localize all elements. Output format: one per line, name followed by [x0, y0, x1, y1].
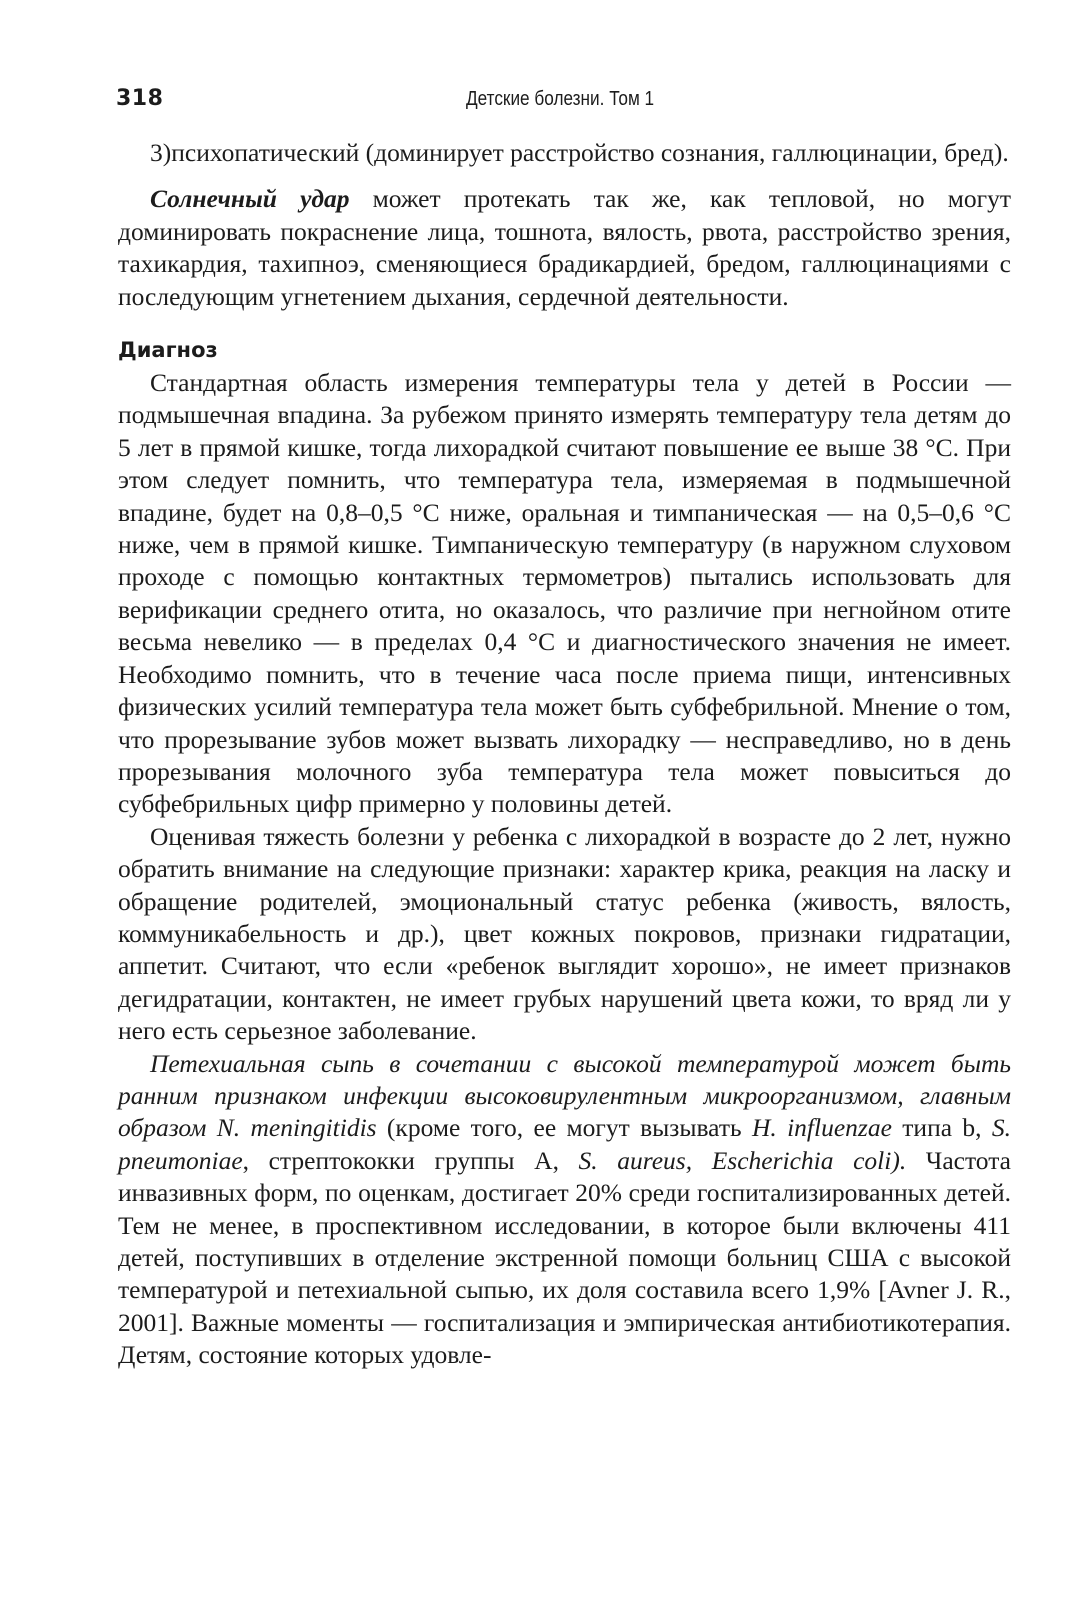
- text-run: (кроме того, ее могут вызывать: [376, 1113, 752, 1143]
- organism-name: S. pneumoniae: [118, 1113, 1011, 1175]
- paragraph-sunstroke-text: может протекать так же, как тепловой, но могут доминировать покраснение лица, тошнота, вялость, рвота, расстройство зрения, тахикардия, тахипноэ, сменяющиеся брадикардией, бредом, галлюцинациями с последующим угнетением дыхания, сердечной деятельности.: [118, 184, 1011, 311]
- running-head: [116, 86, 1011, 118]
- text-run: Частота инвазивных форм, по оценкам, достигает 20% среди госпитализированных детей. Тем не менее, в проспективном исследовании, в которое были включены 411 детей, поступивших в отделение экстренной помощи больниц США с высокой температурой и петехиальной сыпью, их доля составила всего 1,9% [Avner J. R., 2001]. Важные моменты — госпитализация и эмпирическая антибиотикотерапия. Детям, состояние которых удовле-: [118, 1145, 1011, 1370]
- paragraph-severity: Оценивая тяжесть болезни у ребенка с лихорадкой в возрасте до 2 лет, нужно обратить внимание на следующие признаки: характер крика, реакция на ласку и обращение родителей, эмоциональный статус ребенка (живость, вялость, коммуникабельность и др.), цвет кожных покровов, признаки гидратации, аппетит. Считают, что если «ребенок выглядит хорошо», не имеет признаков дегидратации, контактен, не имеет грубых нарушений цвета кожи, то вряд ли у него есть серьезное заболевание.: [118, 821, 1011, 1046]
- list-item-3: [150, 137, 1011, 169]
- paragraph-sunstroke: [118, 183, 1011, 313]
- organism-name: H. influenzae: [751, 1113, 892, 1143]
- page-number: 318: [116, 86, 164, 111]
- italic-lead: Петехиальная сыпь в сочетании с высокой температурой может быть ранним признаком инфекции высоковирулентным микроорганизмом, главным образом N. meningitidis: [118, 1048, 1011, 1143]
- list-item-text: психопатический (доминирует расстройство сознания, галлюцинации, бред).: [171, 138, 1009, 167]
- text-run: типа b,: [891, 1113, 992, 1143]
- text-run: , стрептококки группы А,: [242, 1145, 579, 1175]
- paragraph-measurement: Стандартная область измерения температуры тела у детей в России — подмышечная впадина. За рубежом принято измерять температуру тела детям до 5 лет в прямой кишке, тогда лихорадкой считают повышение ее выше 38 °С. При этом следует помнить, что температура тела, измеряемая в подмышечной впадине, будет на 0,8–0,5 °С ниже, оральная и тимпаническая — на 0,5–0,6 °С ниже, чем в прямой кишке. Тимпаническую температуру (в наружном слуховом проходе с помощью контактных термометров) пытались использовать для верификации среднего отита, но оказалось, что различие при негнойном отите весьма невелико — в пределах 0,4 °С и диагностического значения не имеет. Необходимо помнить, что в течение часа после приема пищи, интенсивных физических усилий температура тела может быть субфебрильной. Мнение о том, что прорезывание зубов может вызвать лихорадку — несправедливо, но в день прорезывания молочного зуба температура тела может повыситься до субфебрильных цифр примерно у половины детей.: [118, 368, 1011, 819]
- term-sunstroke: Солнечный удар: [150, 184, 350, 214]
- section-heading: Диагноз: [118, 338, 218, 363]
- paragraph-petechial: [118, 1048, 1011, 1372]
- organism-name: S. aureus, Escherichia coli).: [578, 1145, 907, 1175]
- list-number: 3): [150, 138, 172, 167]
- book-title: Детские болезни. Том 1: [466, 88, 655, 110]
- page-body: [118, 137, 1011, 1372]
